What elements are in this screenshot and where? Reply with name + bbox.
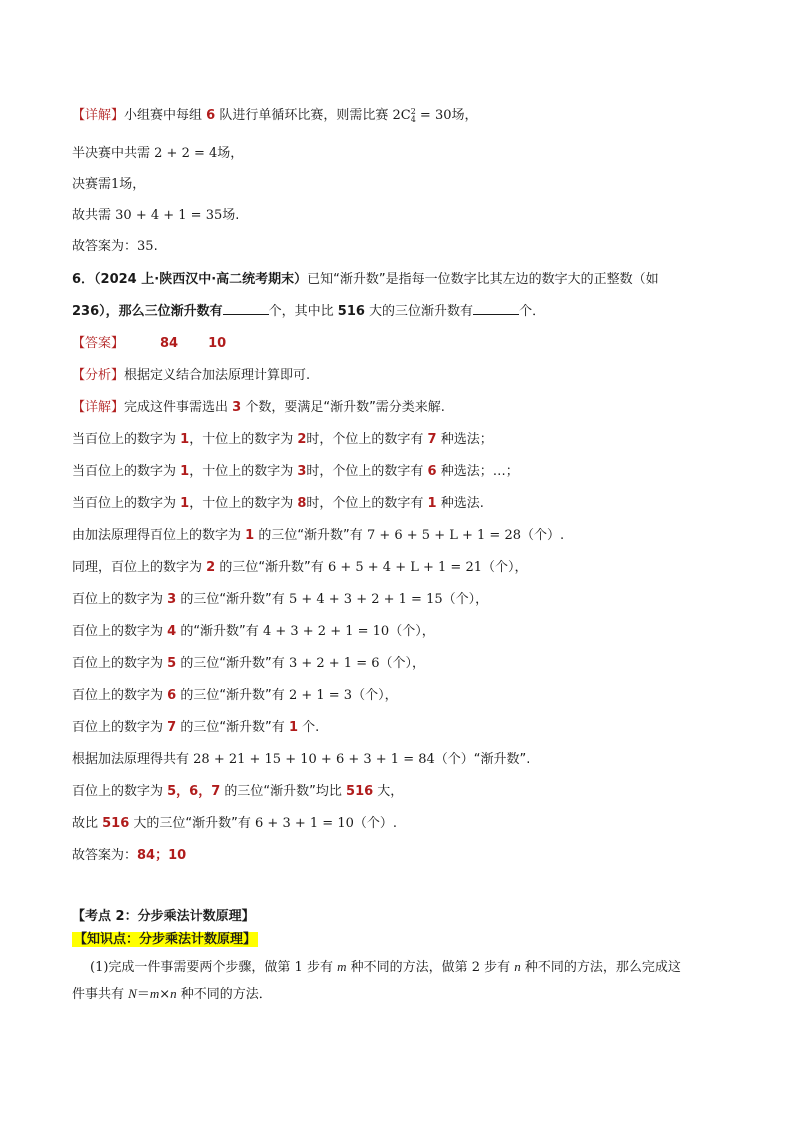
kp2-title: 【考点 2：分步乘法计数原理】 [72,909,255,924]
final-answer-line: 故答案为：84；10 [72,848,187,863]
detail-tag: 【详解】 [72,108,125,123]
total-line: 根据加法原理得共有 28 + 21 + 15 + 10 + 6 + 3 + 1 = 84（个）“渐升数”. [72,752,531,767]
analysis-tag: 【分析】 [72,368,125,383]
kp2-paragraph-line-2: 件事共有 N＝m×n 种不同的方法． [72,986,272,1002]
question-number: 6． [72,272,95,287]
case-line: 当百位上的数字为 1，十位上的数字为 2时，个位上的数字有 7 种选法； [72,432,493,447]
sum-line: 百位上的数字为 6 的三位“渐升数”有 2 + 1 = 3（个）， [72,688,398,703]
answer-value-2: 10 [208,336,227,351]
detail-tag: 【详解】 [72,400,125,415]
ex5-line-2: 半决赛中共需 2 + 2 = 4场， [72,146,244,161]
knowledge-heading: 【知识点：分步乘法计数原理】 [74,932,257,947]
answer-count-line: 故比 516 大的三位“渐升数”有 6 + 3 + 1 = 10（个）. [72,816,397,831]
case-line: 当百位上的数字为 1，十位上的数字为 3时，个位上的数字有 6 种选法；…； [72,464,519,479]
sum-line: 百位上的数字为 4 的“渐升数”有 4 + 3 + 2 + 1 = 10（个）， [72,624,435,639]
sum-line: 由加法原理得百位上的数字为 1 的三位“渐升数”有 7 + 6 + 5 + L + 1 = 28（个）. [72,528,565,543]
sum-line: 同理，百位上的数字为 2 的三位“渐升数”有 6 + 5 + 4 + L + 1 = 21（个）， [72,560,528,575]
case-line: 当百位上的数字为 1，十位上的数字为 8时，个位上的数字有 1 种选法. [72,496,484,511]
q6-answer-line [72,335,226,353]
sum-line: 百位上的数字为 5 的三位“渐升数”有 3 + 2 + 1 = 6（个）， [72,656,426,671]
ex5-line-4: 故共需 30 + 4 + 1 = 35场. [72,208,240,223]
bigger-line: 百位上的数字为 5，6，7 的三位“渐升数”均比 516 大， [72,784,404,799]
q6-stem-line-2: 236），那么三位渐升数有 个，其中比 516 大的三位渐升数有 个． [72,304,546,319]
ex5-line-1: 【详解】小组赛中每组 6 队进行单循环比赛，则需比赛 2C2 4 = 30场， [72,106,478,124]
sum-line: 百位上的数字为 3 的三位“渐升数”有 5 + 4 + 3 + 2 + 1 = 15（个）， [72,592,489,607]
q6-stem-line-1: 6．（2024 上·陕西汉中·高二统考期末）已知“渐升数”是指每一位数字比其左边的数字大的正整数（如 [72,272,659,287]
math-combination: 2C2 4 = 30 [392,106,452,124]
answer-value-1: 84 [160,336,179,351]
q6-analysis-line: 【分析】根据定义结合加法原理计算即可. [72,368,311,383]
answer-blank-2 [473,302,519,315]
kp2-paragraph-line-1: (1)完成一件事需要两个步骤，做第 1 步有 m 种不同的方法，做第 2 步有 n 种不同的方法，那么完成这 [90,959,681,975]
answer-tag: 【答案】 [72,336,125,351]
q6-detail-line: 【详解】完成这件事需选出 3 个数，要满足“渐升数”需分类来解. [72,400,445,415]
answer-blank-1 [223,302,269,315]
ex5-line-3: 决赛需1场， [72,177,146,192]
ex5-answer-line: 故答案为：35. [72,239,158,254]
seven-line: 百位上的数字为 7 的三位“渐升数”有 1 个. [72,720,320,735]
question-source: （2024 上·陕西汉中·高二统考期末） [94,272,308,287]
